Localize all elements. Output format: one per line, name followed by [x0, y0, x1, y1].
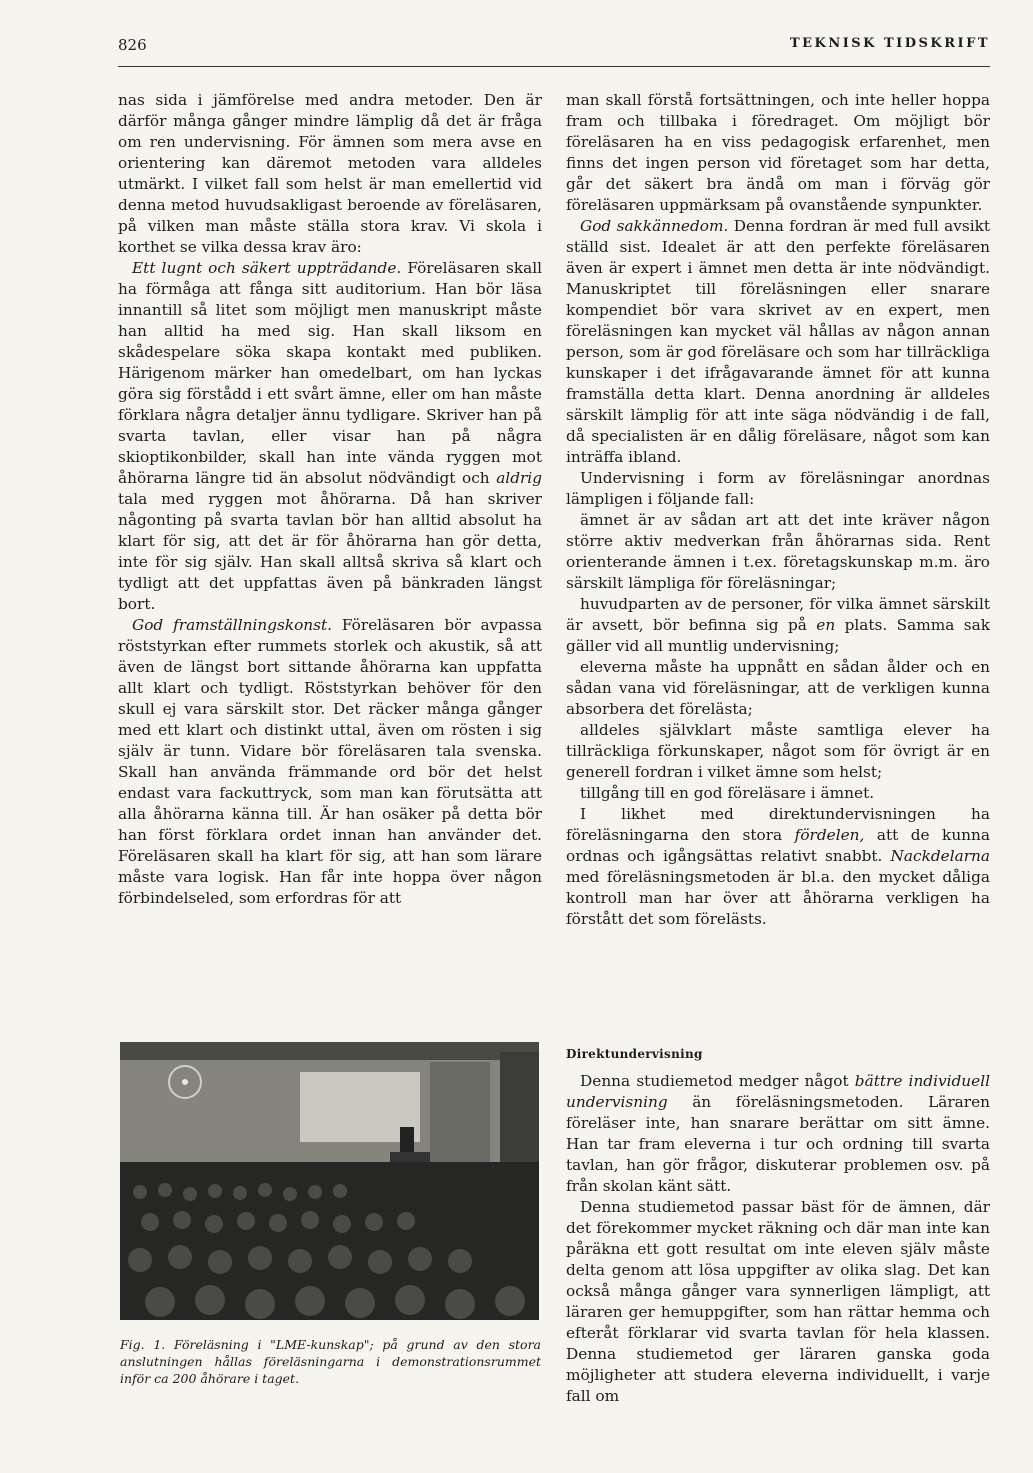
lecture-hall-illustration — [120, 1042, 539, 1320]
list-item: alldeles självklart måste samtliga elever ha tillräckliga förkunskaper, något som för övrigt är en generell fordran i vilket ämne som helst; — [566, 721, 990, 781]
figure-caption: Fig. 1. Föreläsning i "LME-kunskap"; på grund av den stora anslutningen hållas föreläsningarna i demonstrationsrummet inför ca 200 åhörare i taget. — [120, 1337, 541, 1386]
section-heading: Direktundervisning — [566, 1047, 703, 1061]
right-paragraph-1: man skall förstå fortsättningen, och inte heller hoppa fram och tillbaka i föredraget. Om möjligt bör föreläsaren ha en viss pedagogisk erfarenhet, men finns det ingen person vid företaget som har detta, går det säkert bra ändå om man i förväg gör föreläsaren uppmärksam på ovanstående synpunkter. — [566, 91, 990, 214]
page-header — [118, 36, 990, 60]
list-item: ämnet är av sådan art att det inte kräver någon större aktiv medverkan från åhörarnas sida. Rent orienterande ämnen i t.ex. företagskunskap m.m. äro särskilt lämpliga för föreläsningar; — [566, 511, 990, 592]
subheading-framställningskonst: God framställningskonst. — [132, 616, 333, 634]
page-number: 826 — [118, 36, 147, 54]
left-paragraph-3: God framställningskonst. Föreläsaren bör avpassa röststyrkan efter rummets storlek och akustik, så att även de längst bort sittande åhörarna kan uppfatta allt klart och tydligt. Röststyrkan behöver för den skull ej vara särskilt stor. Det räcker många gånger med ett klart och distinkt uttal, även om rösten i sig själv är tunn. Vidare bör föreläsaren tala svenska. Skall han använda främmande ord bör det helst endast vara fackuttryck, som man kan förutsätta att alla åhörarna känna till. Är han osäker på detta bör han först förklara ordet innan han använder det. Föreläsaren skall ha klart för sig, att han som lärare måste vara logisk. Han får inte hoppa över någon förbindelseled, som erfordras för att — [118, 616, 543, 907]
list-item: huvudparten av de personer, för vilka ämnet särskilt är avsett, bör befinna sig på en plats. Samma sak gäller vid all muntlig undervisning; — [566, 595, 990, 655]
section-paragraph-2: Denna studiemetod passar bäst för de ämnen, där det förekommer mycket räkning och där man inte kan påräkna ett gott resultat om inte eleven själv måste delta genom att lösa uppgifter av olika slag. Det kan också många gånger vara synnerligen lämpligt, att läraren ger hemuppgifter, som han rättar hemma och efteråt förklarar vid svarta tavlan för hela klassen. Denna studiemetod ger läraren ganska goda möjligheter att studera eleverna individuellt, i varje fall om — [566, 1198, 990, 1405]
right-paragraph-3: Undervisning i form av föreläsningar anordnas lämpligen i följande fall: — [566, 469, 990, 508]
direktundervisning-section — [566, 1044, 990, 1407]
right-paragraph-4: I likhet med direktundervisningen ha föreläsningarna den stora fördelen, att de kunna ordnas och igångsättas relativt snabbt. Nackdelarna med föreläsningsmetoden är bl.a. den mycket dåliga kontroll man har över att åhörarna verkligen ha förstått det som förelästs. — [566, 805, 990, 928]
subheading-sakkännedom: God sakkännedom. — [580, 217, 729, 235]
list-item: tillgång till en god föreläsare i ämnet. — [580, 784, 875, 802]
right-column — [566, 90, 990, 930]
right-paragraph-2: God sakkännedom. Denna fordran är med full avsikt ställd sist. Idealet är att den perfekte föreläsaren även är expert i ämnet men detta är inte nödvändigt. Manuskriptet till föreläsningen eller snarare kompendiet bör vara skrivet av en expert, men föreläsningen kan mycket väl hållas av någon annan person, som är god föreläsare och som har tillräckliga kunskaper i det ifrågavarande ämnet för att kunna framställa detta klart. Denna anordning är alldeles särskilt lämplig för att inte säga nödvändig i de fall, då specialisten är en dålig föreläsare, något som kan inträffa ibland. — [566, 217, 991, 466]
section-paragraph-1: Denna studiemetod medger något bättre individuell undervisning än föreläsningsmetoden. Läraren föreläser inte, han snarare berättar om sitt ämne. Han tar fram eleverna i tur och ordning till svarta tavlan, han gör frågor, diskuterar problemen osv. på från skolan känt sätt. — [566, 1072, 990, 1195]
subheading-uppträdande: Ett lugnt och säkert uppträdande. — [132, 259, 402, 277]
list-item: eleverna måste ha uppnått en sådan ålder och en sådan vana vid föreläsningar, att de verkligen kunna absorbera det förelästa; — [566, 658, 990, 718]
left-paragraph-2: Ett lugnt och säkert uppträdande. Föreläsaren skall ha förmåga att fånga sitt auditorium. Han bör läsa innantill så litet som möjligt men manuskript måste han alltid ha med sig. Han skall liksom en skådespelare söka skapa kontakt med publiken. Härigenom märker han omedelbart, om han lyckas göra sig förstådd i ett svårt ämne, eller om han måste förklara några detaljer ännu tydligare. Skriver han på svarta tavlan, eller visar han på några skioptikonbilder, skall han inte vända ryggen mot åhörarna längre tid än absolut nödvändigt och aldrig tala med ryggen mot åhörarna. Då han skriver någonting på svarta tavlan bör han alltid absolut ha klart för sig, att det är för åhörarna han gör detta, inte för sig själv. Han skall alltså skriva så klart och tydligt att det uppfattas även på bänkraden längst bort. — [118, 259, 542, 613]
lecture-photo — [120, 1042, 539, 1320]
left-column — [118, 90, 542, 909]
figure-label: Fig. 1. — [120, 1337, 166, 1352]
left-paragraph-1: nas sida i jämförelse med andra metoder. Den är därför många gånger mindre lämplig då det är fråga om ren undervisning. För ämnen som mera avse en orientering kan däremot metoden vara alldeles utmärkt. I vilket fall som helst är man emellertid vid denna metod huvudsakligast beroende av föreläsaren, på vilken man måste ställa stora krav. Vi skola i korthet se vilka dessa krav äro: — [118, 91, 542, 256]
header-rule — [118, 66, 990, 67]
journal-title: TEKNISK TIDSKRIFT — [789, 36, 990, 51]
